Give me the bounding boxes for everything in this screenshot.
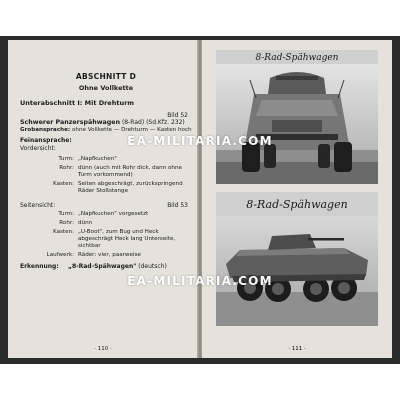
vorderansicht-label: Vordersicht: bbox=[20, 145, 56, 152]
erkennung-note: (deutsch) bbox=[138, 263, 167, 270]
left-page bbox=[8, 40, 198, 358]
watermark-top: EA-MILITARIA.COM bbox=[127, 134, 273, 148]
side-row-value: Räder: vier, paarweise bbox=[78, 252, 141, 258]
grobansprache-row bbox=[20, 127, 192, 134]
subsection-title: Unterabschnitt I: Mit Drehturm bbox=[20, 99, 135, 107]
front-row-label: Rohr: bbox=[59, 165, 74, 171]
section-title: ABSCHNITT D bbox=[75, 72, 137, 81]
side-row-label: Kasten: bbox=[53, 229, 74, 235]
vehicle-detail: (8-Rad) (Sd.Kfz. 232) bbox=[121, 119, 185, 126]
side-row-value: „Napfkuchen" vorgesetzt bbox=[78, 211, 149, 217]
erkennung-row bbox=[20, 263, 192, 270]
figure-ref-bottom: Bild 53 bbox=[167, 202, 188, 209]
front-row-value: „Napfkuchen" bbox=[78, 156, 117, 162]
right-page-number-value: 111 bbox=[291, 346, 303, 352]
photo-caption-bottom: 8-Rad-Spähwagen bbox=[246, 198, 348, 211]
side-row-rohr bbox=[20, 220, 192, 227]
side-row-value: dünn bbox=[78, 220, 93, 226]
left-page-number: · 110 · bbox=[94, 346, 112, 352]
watermark-bottom: EA-MILITARIA.COM bbox=[127, 274, 273, 288]
armored-car-front-photo bbox=[216, 50, 378, 184]
front-row-kasten bbox=[20, 181, 192, 195]
left-page-number-value: 110 bbox=[97, 346, 109, 352]
seitensicht-label: Seitensicht: bbox=[20, 202, 56, 209]
figure-ref-top: Bild 52 bbox=[167, 112, 188, 119]
grobansprache-label: Grobansprache: bbox=[20, 127, 71, 133]
erkennung-value-wrap bbox=[68, 263, 192, 270]
front-row-value: Seiten abgeschrägt, zurückspringend Räder Stoßstange bbox=[78, 181, 183, 194]
front-row-value: dünn (auch mit Rohr dick, dann ohne Turm vorkommend) bbox=[78, 165, 182, 178]
photo-caption-top: 8-Rad-Spähwagen bbox=[255, 53, 339, 63]
front-row-label: Turm: bbox=[58, 156, 74, 162]
side-row-label: Rohr: bbox=[59, 220, 74, 226]
armored-car-side-illustration bbox=[216, 192, 378, 326]
side-row-value: „U-Boot", zum Bug und Heck abgeschrägt Heck lang Unterseite, sichtbar bbox=[78, 229, 176, 249]
vehicle-heading bbox=[20, 119, 192, 126]
side-row-kasten bbox=[20, 229, 192, 250]
side-row-label: Turm: bbox=[58, 211, 74, 217]
feinansprache-label: Feinansprache: bbox=[20, 137, 72, 144]
front-row-label: Kasten: bbox=[53, 181, 74, 187]
grobansprache-value: ohne Vollkette — Drehturm — Kasten hoch bbox=[72, 127, 192, 133]
front-row-rohr bbox=[20, 165, 192, 179]
vehicle-name: Schwerer Panzerspähwagen bbox=[20, 119, 121, 126]
side-row-turm bbox=[20, 211, 192, 218]
armored-car-front-illustration bbox=[216, 50, 378, 184]
armored-car-side-photo bbox=[216, 192, 378, 326]
section-subtitle: Ohne Vollkette bbox=[78, 84, 134, 92]
erkennung-label: Erkennung: bbox=[20, 263, 59, 270]
right-page-number: · 111 · bbox=[288, 346, 306, 352]
front-row-turm bbox=[20, 156, 192, 163]
side-row-laufwerk bbox=[20, 252, 192, 259]
seitensicht-header bbox=[20, 202, 192, 209]
right-page bbox=[202, 40, 392, 358]
side-row-label: Laufwerk: bbox=[46, 252, 74, 258]
erkennung-value: „8-Rad-Spähwagen" bbox=[68, 263, 137, 270]
